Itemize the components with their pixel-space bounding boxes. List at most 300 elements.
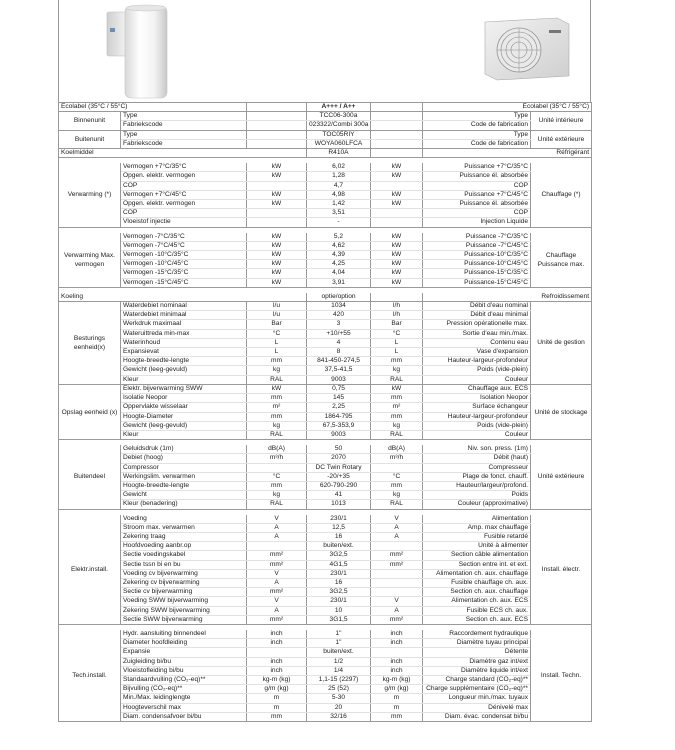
- row-label-nl: Waterdebiet nominaal: [121, 302, 247, 311]
- row-unit-fr: mm²: [371, 615, 423, 624]
- row-value: 16: [307, 532, 371, 541]
- row-unit-fr: L: [371, 338, 423, 347]
- row-label-nl: Vloeistof injectie: [121, 218, 247, 227]
- row-unit-nl: [247, 181, 307, 190]
- row-unit-fr: [371, 578, 423, 587]
- row-unit-fr: kW: [371, 241, 423, 250]
- group-label-fr: Unité de stockage: [531, 384, 592, 439]
- row-unit-nl: kW: [247, 241, 307, 250]
- group-label-nl: Buitenunit: [59, 130, 121, 148]
- row-label-fr: Réfrigérant: [423, 149, 592, 158]
- row-label-nl: Voeding: [121, 515, 247, 524]
- row-label-fr: Unité à alimenter: [423, 542, 531, 551]
- row-label-nl: Vermogen -15°C/35°C: [121, 269, 247, 278]
- row-label-fr: Amp. max chauffage: [423, 523, 531, 532]
- row-label-fr: Puissance +7°C/35°C: [423, 163, 531, 172]
- row-unit-fr: l/h: [371, 302, 423, 311]
- verwarming-max-row: [59, 278, 592, 287]
- besturingseenheid-row: [59, 366, 592, 375]
- row-unit-fr: kg: [371, 421, 423, 430]
- row-label-fr: Alimentation ch. aux. chauffage: [423, 569, 531, 578]
- koelmiddel-row: [59, 149, 592, 158]
- row-label-fr: Couleur: [423, 375, 531, 384]
- row-label-nl: Koeling: [59, 293, 307, 302]
- group-label-fr: Install. électr.: [531, 515, 592, 625]
- row-unit-fr: l/h: [371, 311, 423, 320]
- elektr-row: [59, 551, 592, 560]
- row-label-nl: Vermogen -7°C/35°C: [121, 233, 247, 242]
- opslag-row: [59, 394, 592, 403]
- row-label-fr: Isolation Neopor: [423, 394, 531, 403]
- ecolabel-value: A+++ / A++: [307, 103, 371, 112]
- row-label-nl: Vermogen +7°C/45°C: [121, 190, 247, 199]
- row-unit-nl: [247, 139, 307, 148]
- tech-row: [59, 630, 592, 639]
- group-label-fr: Unité extérieure: [531, 445, 592, 509]
- row-label-fr: Fusible retardé: [423, 532, 531, 541]
- row-label-nl: Zekering cv bijverwarming: [121, 578, 247, 587]
- row-unit-nl: inch: [247, 639, 307, 648]
- row-value: 8: [307, 348, 371, 357]
- row-label-nl: Sectie tssn bi en bu: [121, 560, 247, 569]
- row-label-nl: Kleur: [121, 375, 247, 384]
- row-label-nl: Zekering traag: [121, 532, 247, 541]
- verwarming-row: [59, 172, 592, 181]
- row-value: 1034: [307, 302, 371, 311]
- row-value: +10/+55: [307, 329, 371, 338]
- row-value: 5-30: [307, 694, 371, 703]
- row-label-fr: Débit d'eau minimal: [423, 311, 531, 320]
- row-value: 3,91: [307, 278, 371, 287]
- elektr-row: [59, 578, 592, 587]
- row-unit-fr: kW: [371, 260, 423, 269]
- row-label-nl: Waterinhoud: [121, 338, 247, 347]
- tech-row: [59, 694, 592, 703]
- elektr-row: [59, 515, 592, 524]
- row-label-nl: Standaardvulling (CO₂-eq)**: [121, 675, 247, 684]
- row-unit-nl: kW: [247, 260, 307, 269]
- row-label-fr: Puissance-10°C/35°C: [423, 251, 531, 260]
- row-unit-nl: [247, 130, 307, 139]
- row-value: 620-790-290: [307, 481, 371, 490]
- row-label-nl: Compressor: [121, 463, 247, 472]
- row-unit-nl: l/u: [247, 311, 307, 320]
- binnenunit-row: [59, 112, 592, 121]
- row-label-nl: Waterdebiet minimaal: [121, 311, 247, 320]
- row-label-nl: Hoofdvoeding aanbr.op: [121, 542, 247, 551]
- row-label-fr: Puissance-15°C/45°C: [423, 278, 531, 287]
- row-unit-fr: °C: [371, 472, 423, 481]
- row-label-fr: Diamètre liquide int/ext: [423, 666, 531, 675]
- ecolabel-label-nl: Ecolabel (35°C / 55°C): [59, 103, 247, 112]
- buitendeel-row: [59, 463, 592, 472]
- row-label-fr: Puissance-15°C/35°C: [423, 269, 531, 278]
- row-unit-fr: [371, 121, 423, 130]
- group-label-nl: Verwarming (*): [59, 163, 121, 227]
- row-label-fr: Puissance -7°C/45°C: [423, 241, 531, 250]
- row-value: 2,25: [307, 403, 371, 412]
- verwarming-max-row: [59, 269, 592, 278]
- row-label-nl: Zuigleiding bi/bu: [121, 657, 247, 666]
- row-unit-nl: [247, 121, 307, 130]
- elektr-row: [59, 615, 592, 624]
- row-value: 10: [307, 606, 371, 615]
- row-label-fr: Raccordement hydraulique: [423, 630, 531, 639]
- ecolabel-label-fr: Ecolabel (35°C / 55°C): [423, 103, 592, 112]
- row-label-nl: Expansievat: [121, 348, 247, 357]
- row-unit-fr: kg: [371, 491, 423, 500]
- besturingseenheid-row: [59, 302, 592, 311]
- besturingseenheid-row: [59, 329, 592, 338]
- row-label-nl: Bijvulling (CO₂-eq)**: [121, 685, 247, 694]
- row-label-nl: Gewicht: [121, 491, 247, 500]
- opslag-row: [59, 421, 592, 430]
- besturingseenheid-row: [59, 311, 592, 320]
- group-label-fr: Unité extérieure: [531, 130, 592, 148]
- row-label-fr: COP: [423, 209, 531, 218]
- besturingseenheid-row: [59, 348, 592, 357]
- row-unit-fr: mm: [371, 412, 423, 421]
- row-unit-nl: g/m (kg): [247, 685, 307, 694]
- row-unit-fr: m: [371, 694, 423, 703]
- row-unit-fr: [371, 293, 423, 302]
- koeling-row: [59, 293, 592, 302]
- row-label-fr: Puissance -7°C/35°C: [423, 233, 531, 242]
- row-unit-fr: kW: [371, 251, 423, 260]
- row-label-fr: Diam. évac. condensat bi/bu: [423, 712, 531, 721]
- row-value: 420: [307, 311, 371, 320]
- row-unit-fr: kg-m (kg): [371, 675, 423, 684]
- besturingseenheid-row: [59, 320, 592, 329]
- group-label-nl: Buitendeel: [59, 445, 121, 509]
- row-value: 25 (52): [307, 685, 371, 694]
- row-unit-nl: m: [247, 703, 307, 712]
- row-label-nl: Opgen. elektr. vermogen: [121, 172, 247, 181]
- row-value: 0,75: [307, 384, 371, 393]
- elektr-row: [59, 597, 592, 606]
- row-unit-fr: g/m (kg): [371, 685, 423, 694]
- row-value: 37,5-41,5: [307, 366, 371, 375]
- row-unit-fr: [371, 139, 423, 148]
- row-label-fr: Type: [423, 112, 531, 121]
- row-label-fr: Puissance +7°C/45°C: [423, 190, 531, 199]
- row-label-nl: Wateruittreda min-max: [121, 329, 247, 338]
- row-label-nl: Gewicht (leeg-gevuld): [121, 366, 247, 375]
- row-label-fr: Plage de fonct. chauff.: [423, 472, 531, 481]
- verwarming-max-row: [59, 233, 592, 242]
- row-label-nl: Min./Max. leidinglengte: [121, 694, 247, 703]
- row-unit-nl: mm²: [247, 588, 307, 597]
- row-label-nl: Elektr. bijverwarming SWW: [121, 384, 247, 393]
- row-unit-fr: [371, 112, 423, 121]
- verwarming-row: [59, 218, 592, 227]
- row-value: 4,04: [307, 269, 371, 278]
- row-label-fr: Surface échangeur: [423, 403, 531, 412]
- row-unit-nl: kW: [247, 163, 307, 172]
- row-unit-nl: RAL: [247, 500, 307, 509]
- elektr-row: [59, 560, 592, 569]
- row-value: 3: [307, 320, 371, 329]
- row-value: 1864-795: [307, 412, 371, 421]
- row-label-nl: Hydr. aansluiting binnendeel: [121, 630, 247, 639]
- row-label-fr: Pression opérationelle max.: [423, 320, 531, 329]
- row-label-nl: Fabriekscode: [121, 139, 247, 148]
- row-unit-fr: m³/h: [371, 454, 423, 463]
- row-value: 1,42: [307, 200, 371, 209]
- group-label-nl: Binnenunit: [59, 112, 121, 130]
- tech-row: [59, 703, 592, 712]
- opslag-row: [59, 412, 592, 421]
- row-label-fr: Contenu eau: [423, 338, 531, 347]
- tech-row: [59, 657, 592, 666]
- verwarming-row: [59, 200, 592, 209]
- row-label-fr: Vase d'expansion: [423, 348, 531, 357]
- row-value: 4,7: [307, 181, 371, 190]
- group-label-fr: Unité de gestion: [531, 302, 592, 385]
- besturingseenheid-row: [59, 357, 592, 366]
- row-unit-nl: l/u: [247, 302, 307, 311]
- row-label-nl: Opgen. elektr. vermogen: [121, 200, 247, 209]
- row-label-fr: Section entre int. et ext.: [423, 560, 531, 569]
- row-value: 3G2,5: [307, 588, 371, 597]
- row-label-nl: Geluidsdruk (1m): [121, 445, 247, 454]
- row-label-nl: Koelmiddel: [59, 149, 307, 158]
- row-label-fr: Code de fabrication: [423, 121, 531, 130]
- row-value: -: [307, 218, 371, 227]
- row-unit-nl: kg: [247, 366, 307, 375]
- row-label-fr: Alimentation: [423, 515, 531, 524]
- group-label-fr: Unité intérieure: [531, 112, 592, 130]
- buitendeel-row: [59, 454, 592, 463]
- row-unit-nl: V: [247, 569, 307, 578]
- row-value: 41: [307, 491, 371, 500]
- row-label-nl: Vloeistofleiding bi/bu: [121, 666, 247, 675]
- row-unit-nl: mm²: [247, 560, 307, 569]
- row-unit-fr: L: [371, 348, 423, 357]
- indoor-unit-image: [103, 4, 173, 100]
- row-label-fr: Puissance-10°C/45°C: [423, 260, 531, 269]
- row-label-nl: Werkdruk maximaal: [121, 320, 247, 329]
- row-label-nl: Kleur (benadering): [121, 500, 247, 509]
- row-value: buiten/ext.: [307, 542, 371, 551]
- buitendeel-row: [59, 472, 592, 481]
- row-unit-fr: inch: [371, 657, 423, 666]
- verwarming-max-row: [59, 251, 592, 260]
- row-label-fr: Poids (vide-plein): [423, 366, 531, 375]
- row-label-nl: Voeding cv bijverwarming: [121, 569, 247, 578]
- row-unit-nl: m³/h: [247, 454, 307, 463]
- row-label-nl: Vermogen -10°C/35°C: [121, 251, 247, 260]
- row-label-fr: Charge supplémentaire (CO₂-eq)**: [423, 685, 531, 694]
- row-value: 230/1: [307, 569, 371, 578]
- row-unit-nl: L: [247, 348, 307, 357]
- row-unit-fr: [371, 569, 423, 578]
- elektr-row: [59, 532, 592, 541]
- row-value: DC Twin Rotary: [307, 463, 371, 472]
- row-unit-nl: [247, 542, 307, 551]
- besturingseenheid-row: [59, 338, 592, 347]
- row-label-nl: Sectie cv bijverwarming: [121, 588, 247, 597]
- row-label-nl: Kleur: [121, 430, 247, 439]
- row-value: -20/+35: [307, 472, 371, 481]
- opslag-row: [59, 384, 592, 393]
- row-unit-nl: m²: [247, 403, 307, 412]
- binnenunit-row: [59, 121, 592, 130]
- row-unit-fr: kW: [371, 278, 423, 287]
- row-unit-nl: [247, 648, 307, 657]
- row-unit-nl: A: [247, 532, 307, 541]
- row-value: 3G2,5: [307, 551, 371, 560]
- row-value: optie/option: [307, 293, 371, 302]
- verwarming-row: [59, 190, 592, 199]
- row-value: 841-450-274,5: [307, 357, 371, 366]
- row-label-fr: Fusible ECS ch. aux.: [423, 606, 531, 615]
- row-unit-fr: A: [371, 523, 423, 532]
- row-value: 9003: [307, 375, 371, 384]
- row-unit-fr: dB(A): [371, 445, 423, 454]
- row-label-nl: Hoogte-breedte-lengte: [121, 481, 247, 490]
- elektr-row: [59, 588, 592, 597]
- row-unit-fr: [371, 463, 423, 472]
- row-label-fr: Débit d'eau nominal: [423, 302, 531, 311]
- verwarming-row: [59, 209, 592, 218]
- row-unit-fr: kW: [371, 233, 423, 242]
- row-value: 20: [307, 703, 371, 712]
- row-label-nl: Diameter hoofdleiding: [121, 639, 247, 648]
- buitendeel-row: [59, 500, 592, 509]
- row-label-nl: Vermogen -10°C/45°C: [121, 260, 247, 269]
- row-value: 023322/Combi 300a: [307, 121, 371, 130]
- row-unit-nl: L: [247, 338, 307, 347]
- row-value: 3,51: [307, 209, 371, 218]
- row-unit-nl: kW: [247, 172, 307, 181]
- row-unit-fr: inch: [371, 666, 423, 675]
- row-unit-fr: mm: [371, 712, 423, 721]
- buitendeel-row: [59, 491, 592, 500]
- row-unit-nl: mm: [247, 712, 307, 721]
- verwarming-row: [59, 163, 592, 172]
- row-value: 9003: [307, 430, 371, 439]
- group-label-fr: Chauffage Puissance max.: [531, 233, 592, 288]
- row-unit-fr: [371, 149, 423, 158]
- row-label-fr: Puissance él. absorbée: [423, 200, 531, 209]
- row-label-nl: Sectie voedingskabel: [121, 551, 247, 560]
- row-label-fr: Sortie d'eau min./max.: [423, 329, 531, 338]
- buitenunit-row: [59, 139, 592, 148]
- row-value: 12,5: [307, 523, 371, 532]
- row-value: 3G1,5: [307, 615, 371, 624]
- row-label-fr: Diamètre gaz int/ext: [423, 657, 531, 666]
- row-label-fr: Longueur min./max. tuyaux: [423, 694, 531, 703]
- row-label-nl: Type: [121, 130, 247, 139]
- row-unit-nl: A: [247, 578, 307, 587]
- row-unit-fr: [371, 648, 423, 657]
- row-unit-nl: A: [247, 523, 307, 532]
- tech-row: [59, 685, 592, 694]
- row-label-nl: Debiet (hoog): [121, 454, 247, 463]
- row-unit-nl: kW: [247, 269, 307, 278]
- row-unit-fr: kW: [371, 172, 423, 181]
- row-unit-fr: V: [371, 515, 423, 524]
- row-label-nl: COP: [121, 209, 247, 218]
- row-label-nl: Oppervlakte wisselaar: [121, 403, 247, 412]
- row-value: 1013: [307, 500, 371, 509]
- row-unit-nl: [247, 463, 307, 472]
- row-value: 67,5-353,9: [307, 421, 371, 430]
- row-value: 2070: [307, 454, 371, 463]
- row-unit-nl: kW: [247, 278, 307, 287]
- row-unit-nl: Bar: [247, 320, 307, 329]
- row-value: 4G1,5: [307, 560, 371, 569]
- opslag-row: [59, 430, 592, 439]
- row-label-nl: Sectie SWW bijverwarming: [121, 615, 247, 624]
- row-unit-nl: kW: [247, 233, 307, 242]
- row-unit-nl: dB(A): [247, 445, 307, 454]
- row-label-nl: Expansie: [121, 648, 247, 657]
- spec-table: [58, 102, 591, 722]
- row-unit-nl: mm: [247, 357, 307, 366]
- row-unit-nl: kW: [247, 190, 307, 199]
- row-value: 4,98: [307, 190, 371, 199]
- row-value: 4,25: [307, 260, 371, 269]
- row-unit-fr: kW: [371, 190, 423, 199]
- row-label-fr: Hauteur-largeur-profondeur: [423, 412, 531, 421]
- row-value: 16: [307, 578, 371, 587]
- row-label-nl: Type: [121, 112, 247, 121]
- tech-row: [59, 675, 592, 684]
- row-label-fr: Compresseur: [423, 463, 531, 472]
- row-unit-fr: Bar: [371, 320, 423, 329]
- row-label-nl: Hoogte-breedte-lengte: [121, 357, 247, 366]
- row-label-fr: Détente: [423, 648, 531, 657]
- row-unit-nl: mm: [247, 481, 307, 490]
- row-label-nl: Vermogen +7°C/35°C: [121, 163, 247, 172]
- row-unit-fr: kg: [371, 366, 423, 375]
- verwarming-max-row: [59, 260, 592, 269]
- row-value: 6,02: [307, 163, 371, 172]
- elektr-row: [59, 542, 592, 551]
- row-label-fr: Section ch. aux. chauffage: [423, 588, 531, 597]
- tech-row: [59, 712, 592, 721]
- row-label-fr: Code de fabrication: [423, 139, 531, 148]
- row-label-fr: Puissance él. absorbée: [423, 172, 531, 181]
- row-label-fr: Niv. son. press. (1m): [423, 445, 531, 454]
- row-unit-nl: kW: [247, 384, 307, 393]
- row-unit-fr: [371, 542, 423, 551]
- row-label-nl: Voeding SWW bijverwarming: [121, 597, 247, 606]
- row-label-fr: Injection Liquide: [423, 218, 531, 227]
- row-label-nl: Vermogen -15°C/45°C: [121, 278, 247, 287]
- row-label-nl: Werkingslim. verwarmen: [121, 472, 247, 481]
- row-label-fr: Refroidissement: [423, 293, 592, 302]
- group-label-nl: Tech.install.: [59, 630, 121, 722]
- group-label-fr: Install. Techn.: [531, 630, 592, 722]
- row-value: 4: [307, 338, 371, 347]
- row-unit-fr: RAL: [371, 500, 423, 509]
- tech-row: [59, 666, 592, 675]
- row-unit-fr: m²: [371, 403, 423, 412]
- row-label-fr: Alimentation ch. aux. ECS: [423, 597, 531, 606]
- besturingseenheid-row: [59, 375, 592, 384]
- group-label-nl: Opslag eenheid (x): [59, 384, 121, 439]
- row-unit-fr: mm²: [371, 560, 423, 569]
- row-unit-nl: A: [247, 606, 307, 615]
- row-unit-nl: [247, 218, 307, 227]
- buitendeel-row: [59, 481, 592, 490]
- row-value: 1/2: [307, 657, 371, 666]
- row-label-fr: Couleur: [423, 430, 531, 439]
- row-value: 4,62: [307, 241, 371, 250]
